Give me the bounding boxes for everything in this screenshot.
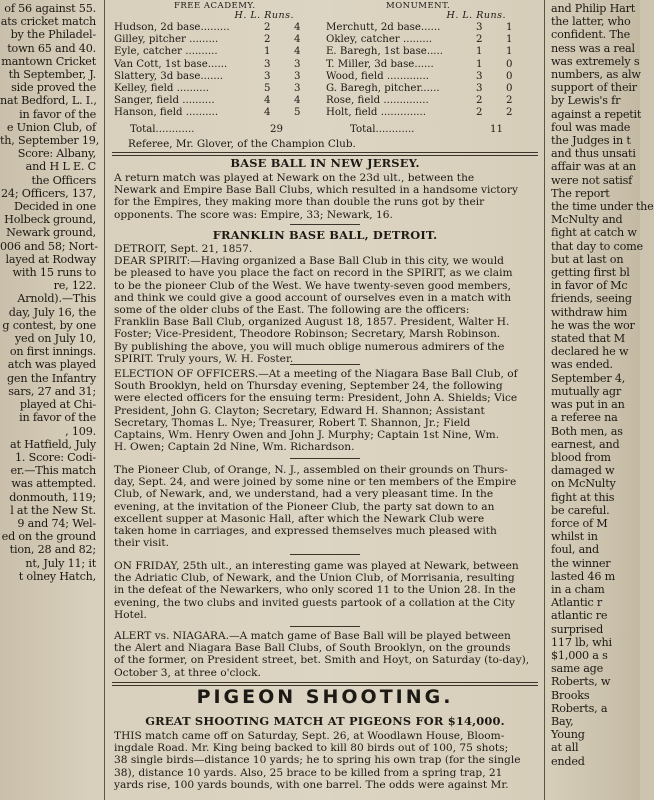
player-name: Merchutt, 2d base...... [326, 22, 441, 33]
runs: 0 [506, 70, 513, 82]
text-line: day, July 16, the [8, 305, 96, 319]
player-name: Sanger, field .......... [114, 95, 215, 107]
text-line: on first innings. [9, 345, 96, 359]
text-line: 006 and 58; Nort- [0, 239, 98, 253]
text-line: The report [551, 186, 610, 200]
text-line: at Hatfield, July [9, 437, 96, 451]
text-line: excellent supper at Masonic Hall, after which the Newark Club were [114, 512, 485, 525]
team2-name: MONUMENT. [386, 1, 451, 11]
niagara-election-article [114, 368, 538, 453]
text-line: DEAR SPIRIT:—Having organized a Base Ball Club in this city, we would [114, 255, 504, 268]
runs: 5 [294, 107, 301, 119]
runs: 0 [506, 82, 513, 94]
text-line: day, Sept. 24, and were joined by some nine or ten members of the Empire [114, 476, 517, 489]
hands-lost: 3 [264, 58, 271, 70]
team1-hl-header: H. L. Runs. [234, 10, 294, 21]
text-line: Young [551, 728, 585, 742]
text-line: played at Chi- [19, 398, 96, 412]
short-rule [290, 554, 360, 555]
text-line: October 3, at three o'clock. [114, 666, 261, 679]
text-line: th September, J. [8, 68, 96, 82]
text-line: of 56 against 55. [4, 2, 96, 15]
nj-article [114, 172, 538, 221]
runs: 4 [294, 22, 301, 33]
text-line: Both men, as [551, 424, 623, 438]
runs: 2 [506, 95, 513, 107]
text-line: whilst in [551, 530, 598, 544]
runs: 3 [294, 58, 301, 70]
text-line: mutually agr [551, 384, 621, 398]
runs: 1 [506, 46, 513, 58]
text-line: Hotel. [114, 608, 147, 621]
nj-heading: BASE BALL IN NEW JERSEY. [230, 156, 420, 170]
text-line: stated that M [551, 332, 626, 346]
player-name: T. Miller, 3d base...... [326, 58, 434, 70]
short-rule [290, 224, 360, 225]
text-line: Decided in one [13, 200, 96, 214]
team2-hl-header: H. L. Runs. [446, 10, 506, 21]
text-line: their visit. [114, 537, 169, 550]
text-line: withdraw him [551, 305, 628, 319]
text-line: the Officers [31, 173, 96, 187]
right-column-lines [548, 0, 654, 768]
runs: 1 [506, 22, 513, 33]
text-line: and thus unsati [551, 147, 636, 161]
runs: 4 [294, 46, 301, 58]
player-row [326, 59, 536, 71]
team1-total [130, 124, 283, 136]
player-row [326, 71, 536, 83]
text-line: McNulty and [551, 213, 623, 227]
hands-lost: 4 [264, 95, 271, 107]
text-line: by the Philadel- [10, 28, 96, 42]
detroit-article [114, 243, 538, 365]
text-line: were elected officers for the ensuing term: President, John A. Shields; Vice [114, 392, 518, 405]
text-line: ed on the ground [1, 530, 96, 544]
player-row [114, 22, 324, 34]
text-line: of the former, on President street, bet. Smith and Hoyt, on Saturday (to-day), [114, 654, 530, 667]
text-line: and H L E. C [25, 160, 96, 174]
runs: 4 [294, 95, 301, 107]
player-name: Kelley, field .......... [114, 82, 210, 94]
player-row [114, 107, 324, 119]
text-line: t olney Hatch, [18, 569, 96, 583]
text-line: evening, at the invitation of the Pioneer Club, the party sat down to an [114, 500, 495, 513]
alert-niagara-article [114, 630, 538, 679]
text-line: blood from [551, 450, 611, 464]
text-line: in favor of the [19, 107, 96, 121]
hands-lost: 2 [476, 34, 483, 46]
text-line: e Union Club, of [6, 120, 96, 134]
text-line: yards rise, 100 yards bounds, with one barrel. The odds were against Mr. [114, 778, 509, 791]
text-line: with 15 runs to [12, 266, 96, 280]
main-column [110, 0, 540, 800]
player-name: Van Cott, 1st base...... [114, 58, 228, 70]
text-line: numbers, as alw [551, 68, 641, 82]
text-line: tion, 28 and 82; [9, 543, 96, 557]
text-line: President, John G. Clayton; Secretary, Edward H. Shannon; Assistant [114, 404, 485, 417]
text-line: nat Bedford, L. I., [0, 94, 97, 108]
text-line: sars, 27 and 31; [8, 384, 96, 398]
text-line: in favor of the [19, 411, 96, 425]
team1-total-label: Total............ [130, 124, 195, 135]
team2-rows [326, 22, 536, 120]
player-row [326, 95, 536, 107]
player-name: Gilley, pitcher ......... [114, 34, 219, 46]
text-line: THIS match came off on Saturday, Sept. 26, at Woodlawn House, Bloom- [114, 730, 505, 742]
hands-lost: 2 [264, 34, 271, 46]
hands-lost: 3 [476, 82, 483, 94]
hands-lost: 1 [264, 46, 271, 58]
text-line: ats cricket match [0, 15, 96, 29]
text-line: gen the Infantry [6, 371, 96, 385]
text-line: damaged w [551, 464, 615, 478]
text-line: but at last on [551, 252, 624, 266]
player-row [326, 107, 536, 119]
short-rule [290, 364, 360, 365]
text-line: the winner [551, 556, 611, 570]
player-row [114, 71, 324, 83]
player-row [114, 34, 324, 46]
text-line: H. Owen; Captain 2d Nine, Wm. Richardson. [114, 441, 355, 454]
text-line: surprised [551, 622, 604, 636]
text-line: Secretary, Thomas L. Nye; Treasurer, Robert T. Shannon, Jr.; Field [114, 416, 471, 429]
text-line: Bay, [551, 714, 574, 728]
runs: 4 [294, 34, 301, 46]
runs: 3 [294, 70, 301, 82]
text-line: Roberts, a [551, 701, 608, 715]
text-line: and Philip Hart [551, 2, 636, 15]
team1-rows [114, 22, 324, 120]
player-name: Holt, field .............. [326, 107, 427, 119]
text-line: $1,000 a s [551, 648, 608, 662]
pigeon-article [114, 730, 538, 791]
text-line: was ended. [551, 358, 613, 372]
column-rule-right [544, 0, 545, 800]
player-row [326, 22, 536, 34]
text-line: be careful. [551, 503, 610, 517]
text-line: for the Empires, they making more than double the runs got by their [114, 196, 485, 209]
hands-lost: 2 [476, 95, 483, 107]
text-line: re, 122. [53, 279, 96, 293]
text-line: , 109. [65, 424, 96, 438]
hands-lost: 3 [264, 70, 271, 82]
text-line: some of the older clubs of the East. The following are the officers: [114, 304, 470, 317]
text-line: er.—This match [10, 464, 96, 478]
hands-lost: 5 [264, 82, 271, 94]
team1-name: FREE ACADEMY. [174, 1, 256, 11]
left-column-lines [0, 0, 100, 583]
text-line: A return match was played at Newark on the 23d ult., between the [114, 172, 475, 184]
column-rule-left [104, 0, 105, 800]
player-row [114, 95, 324, 107]
text-line: yed on July 10, [14, 332, 96, 346]
text-line: By publishing the above, you will much oblige numerous admirers of the [114, 340, 505, 353]
text-line: fight at catch w [551, 226, 637, 240]
score-table [110, 0, 540, 168]
text-line: the time under the [551, 200, 654, 214]
text-line: ELECTION OF OFFICERS.—At a meeting of the Niagara Base Ball Club, of [114, 368, 518, 380]
detroit-heading: FRANKLIN BASE BALL, DETROIT. [212, 228, 438, 242]
text-line: Club, of Newark, and, we understand, had a very pleasant time. In the [114, 488, 494, 501]
text-line: and think we could give a good account of ourselves even in a match with [114, 291, 512, 304]
text-line: confident. The [551, 28, 631, 42]
text-line: atlantic re [551, 609, 608, 623]
text-line: he was the wor [551, 318, 635, 332]
text-line: donmouth, 119; [9, 490, 96, 504]
text-line: on McNulty [551, 477, 616, 491]
text-line: Captains, Wm. Henry Owen and John J. Murphy; Captain 1st Nine, Wm. [114, 429, 500, 442]
text-line: taken home in carriages, and expressed themselves much pleased with [114, 525, 497, 538]
text-line: by Lewis's fr [551, 94, 621, 108]
left-column [0, 0, 100, 800]
text-line: Newark ground, [6, 226, 96, 240]
text-line: Atlantic r [551, 596, 603, 610]
text-line: 1. Score: Codi- [14, 450, 96, 464]
text-line: fight at this [551, 490, 615, 504]
text-line: 38), distance 10 yards. Also, 25 brace to be killed from a spring trap, 21 [114, 766, 503, 779]
text-line: Roberts, w [551, 675, 611, 689]
text-line: layed at Rodway [5, 252, 96, 266]
text-line: in favor of Mc [551, 279, 628, 293]
team2-total-label: Total............ [350, 124, 415, 135]
text-line: side proved the [11, 81, 96, 95]
hands-lost: 1 [476, 46, 483, 58]
referee-line: Referee, Mr. Glover, of the Champion Club. [128, 138, 356, 150]
text-line: SPIRIT. Truly yours, W. H. Foster. [114, 352, 294, 365]
player-name: E. Baregh, 1st base..... [326, 46, 444, 58]
text-line: earnest, and [551, 437, 620, 451]
text-line: against a repetit [551, 107, 642, 121]
pioneer-club-article [114, 464, 538, 549]
text-line: Foster; Vice-President, Theodore Robinson; Secretary, Marsh Robinson. [114, 328, 501, 341]
text-line: was put in an [551, 398, 625, 412]
text-line: declared he w [551, 345, 629, 359]
hands-lost: 2 [264, 22, 271, 33]
text-line: getting first bl [551, 266, 630, 280]
player-name: Hudson, 2d base......... [114, 22, 230, 33]
hands-lost: 3 [476, 22, 483, 33]
text-line: the Judges in t [551, 134, 631, 148]
text-line: was extremely s [551, 54, 640, 68]
text-line: September 4, [551, 371, 626, 385]
text-line: mantown Cricket [1, 54, 96, 68]
text-line: The Pioneer Club, of Orange, N. J., assembled on their grounds on Thurs- [114, 464, 508, 476]
text-line: support of their [551, 81, 637, 95]
text-line: DETROIT, Sept. 21, 1857. [114, 243, 253, 255]
text-line: Score: Albany, [17, 147, 96, 161]
text-line: was attempted. [11, 477, 96, 491]
text-line: l at the New St. [10, 503, 96, 517]
team2-total [350, 124, 503, 136]
text-line: evening, the two clubs and invited guests partook of a collation at the City [114, 596, 515, 609]
text-line: nt, July 11; it [25, 556, 96, 570]
team2-total-value: 11 [490, 124, 503, 135]
text-line: be pleased to have you place the fact on record in the SPIRIT, as we claim [114, 267, 513, 280]
hands-lost: 4 [264, 107, 271, 119]
text-line: that day to come [551, 239, 643, 253]
runs: 3 [294, 82, 301, 94]
text-line: 24; Officers, 137, [1, 186, 96, 200]
player-name: Eyle, catcher .......... [114, 46, 218, 58]
team-free-academy [114, 0, 324, 120]
text-line: town 65 and 40. [7, 41, 96, 55]
pigeon-subheading: GREAT SHOOTING MATCH AT PIGEONS FOR $14,000. [145, 714, 505, 728]
player-name: Rose, field .............. [326, 95, 429, 107]
text-line: 9 and 74; Wel- [17, 516, 96, 530]
team1-total-value: 29 [270, 124, 283, 135]
runs: 1 [506, 34, 513, 46]
player-row [326, 34, 536, 46]
runs: 0 [506, 58, 513, 70]
player-row [114, 46, 324, 58]
text-line: same age [551, 662, 604, 676]
text-line: ON FRIDAY, 25th ult., an interesting game was played at Newark, between [114, 560, 519, 572]
player-row [114, 59, 324, 71]
text-line: affair was at an [551, 160, 637, 174]
text-line: a referee na [551, 411, 618, 425]
text-line: in the defeat of the Newarkers, who only scored 11 to the Union 28. In the [114, 584, 516, 597]
hands-lost: 1 [476, 58, 483, 70]
player-name: G. Baregh, pitcher...... [326, 82, 440, 94]
text-line: friends, seeing [551, 292, 632, 306]
pigeon-shooting-heading: PIGEON SHOOTING. [196, 686, 454, 708]
text-line: g contest, by one [2, 318, 96, 332]
text-line: Arnold).—This [17, 292, 96, 306]
player-row [114, 83, 324, 95]
text-line: were not satisf [551, 173, 633, 187]
player-name: Wood, field ............. [326, 70, 429, 82]
text-line: foul, and [551, 543, 600, 557]
text-line: Newark and Empire Base Ball Clubs, which resulted in a handsome victory [114, 184, 518, 197]
hands-lost: 2 [476, 107, 483, 119]
text-line: at all [551, 741, 579, 755]
text-line: ness was a real [551, 41, 635, 55]
text-line: opponents. The score was: Empire, 33; Newark, 16. [114, 208, 393, 221]
short-rule [290, 458, 360, 459]
text-line: lasted 46 m [551, 569, 616, 583]
text-line: the Adriatic Club, of Newark, and the Union Club, of Morrisania, resulting [114, 572, 515, 585]
player-row [326, 46, 536, 58]
right-column [548, 0, 654, 800]
text-line: South Brooklyn, held on Thursday evening, September 24, the following [114, 380, 503, 393]
text-line: th, September 19, [0, 134, 100, 148]
text-line: the latter, who [551, 15, 631, 29]
friday-game-article [114, 560, 538, 621]
player-name: Hanson, field .......... [114, 107, 219, 119]
text-line: ended [551, 754, 585, 768]
text-line: Brooks [551, 688, 590, 702]
text-line: the Alert and Niagara Base Ball Clubs, of South Brooklyn, on the grounds [114, 642, 511, 655]
player-name: Okley, catcher ......... [326, 34, 433, 46]
text-line: ALERT vs. NIAGARA.—A match game of Base Ball will be played between [114, 630, 511, 642]
text-line: Holbeck ground, [4, 213, 96, 227]
team-monument [326, 0, 536, 120]
player-name: Slattery, 3d base....... [114, 70, 224, 82]
text-line: to be the pioneer Club of the West. We have twenty-seven good members, [114, 279, 511, 292]
short-rule [290, 626, 360, 627]
text-line: foul was made [551, 120, 631, 134]
text-line: in a cham [551, 582, 605, 596]
hands-lost: 3 [476, 70, 483, 82]
text-line: 38 single birds—distance 10 yards; he to spring his own trap (for the single [114, 754, 521, 767]
text-line: 117 lb, whi [551, 635, 612, 649]
player-row [326, 83, 536, 95]
text-line: ingdale Road. Mr. King being backed to kill 80 birds out of 100, 75 shots; [114, 742, 509, 755]
text-line: atch was played [7, 358, 96, 372]
text-line: force of M [551, 516, 608, 530]
runs: 2 [506, 107, 513, 119]
text-line: Franklin Base Ball Club, organized August 18, 1857. President, Walter H. [114, 316, 510, 329]
